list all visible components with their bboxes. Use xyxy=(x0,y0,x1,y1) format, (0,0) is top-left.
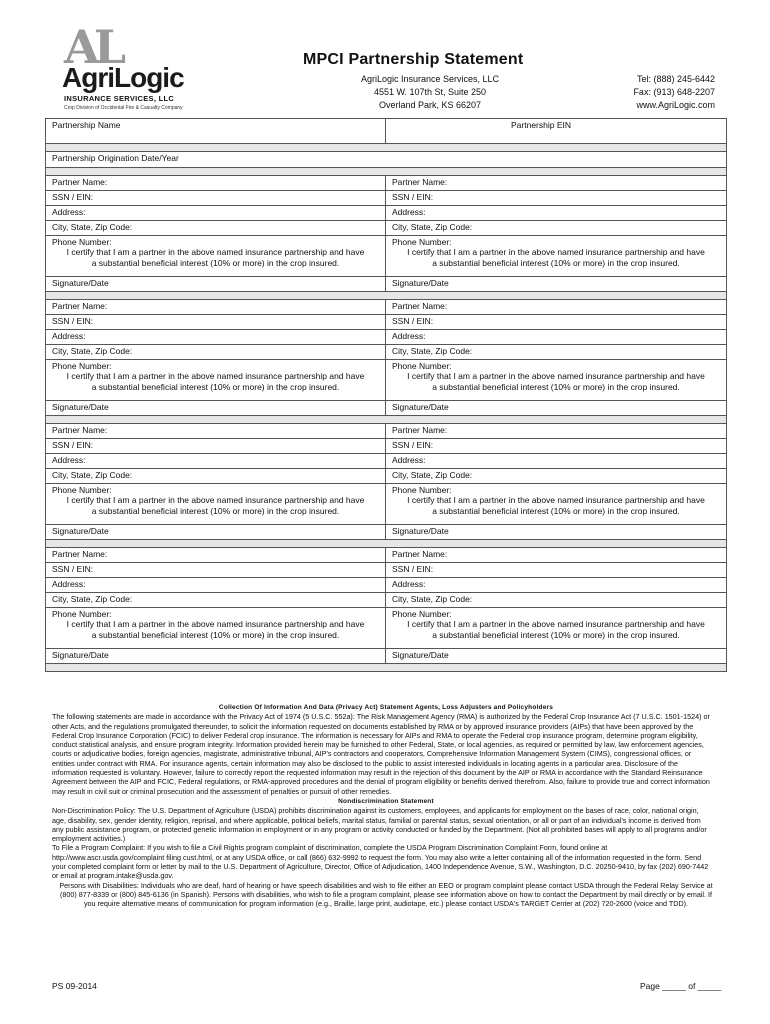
cert-line: a substantial beneficial interest (10% or more) in the crop insured. xyxy=(91,257,340,268)
partner-name-field[interactable] xyxy=(46,176,386,191)
company-contact xyxy=(585,73,715,112)
form-id: PS 09-2014 xyxy=(52,981,97,991)
cert-line: I certify that I am a partner in the above named insurance partnership and have xyxy=(66,495,365,505)
notice-line: conduct statistical analysis, and ensure program integrity. Information provided herein may be furnished to other Federal, State, or local agencies, as required or permitted by law, law enforcement agencies, xyxy=(52,740,704,750)
city-state-zip-field[interactable] xyxy=(386,593,727,608)
nondiscrimination-heading: Nondiscrimination Statement xyxy=(338,797,434,805)
notice-line: other Acts, and the regulations promulgated thereunder, to solicit the information requested on documents established by RMA or by approved insurance providers (AIPs) that have been approved by the xyxy=(52,721,694,731)
certification-text xyxy=(392,247,720,268)
notice-line: employment activities.) xyxy=(52,834,126,844)
row-separator xyxy=(46,664,727,672)
contact-website[interactable]: www.AgriLogic.com xyxy=(636,100,715,110)
phone-certification-field[interactable] xyxy=(386,236,727,277)
address-field-label: Address: xyxy=(52,455,86,465)
phone-label: Phone Number: xyxy=(52,361,112,371)
ssn-ein-field[interactable] xyxy=(46,439,386,454)
address-field[interactable] xyxy=(386,578,727,593)
city-state-zip-field[interactable] xyxy=(386,469,727,484)
address-field[interactable] xyxy=(386,330,727,345)
address-field[interactable] xyxy=(386,206,727,221)
phone-certification-field[interactable] xyxy=(46,608,386,649)
cert-line: a substantial beneficial interest (10% or more) in the crop insured. xyxy=(91,381,340,392)
ssn-ein-field[interactable] xyxy=(46,563,386,578)
logo-brand: AgriLogic xyxy=(62,62,184,93)
ssn-ein-field-label: SSN / EIN: xyxy=(392,564,434,574)
partner-name-field-label: Partner Name: xyxy=(52,549,108,559)
signature-date-field-label: Signature/Date xyxy=(392,526,449,536)
ssn-ein-field-label: SSN / EIN: xyxy=(392,192,434,202)
ssn-ein-field-label: SSN / EIN: xyxy=(52,564,94,574)
certification-text xyxy=(392,619,720,640)
notice-line: age, disability, sex, gender identity, religion, reprisal, and where applicable, political beliefs, marital status, familial or parental status, sexual orientation, or all or part of an individual's income is derived from xyxy=(52,815,701,825)
phone-label: Phone Number: xyxy=(52,485,112,495)
address-line: 4551 W. 107th St, Suite 250 xyxy=(373,87,487,97)
partner-name-field[interactable] xyxy=(386,424,727,439)
notice-line: or email at program.intake@usda.gov. xyxy=(52,871,174,881)
phone-certification-field[interactable] xyxy=(386,608,727,649)
page-number: Page _____ of _____ xyxy=(640,981,722,991)
signature-date-field[interactable] xyxy=(46,649,386,664)
privacy-heading: Collection Of Information And Data (Privacy Act) Statement Agents, Loss Adjusters and Policyholders xyxy=(218,704,554,711)
notice-line: Federal Crop Insurance Corporation (FCIC) to deliver Federal crop insurance. The information is necessary for AIPs and RMA to operate the Federal crop insurance program, determine program eligibility, xyxy=(52,730,698,740)
signature-date-field-label: Signature/Date xyxy=(52,278,109,288)
row-separator xyxy=(46,292,727,300)
ssn-ein-field[interactable] xyxy=(46,191,386,206)
signature-date-field[interactable] xyxy=(46,525,386,540)
row-separator xyxy=(46,144,727,152)
cert-line: a substantial beneficial interest (10% or more) in the crop insured. xyxy=(432,381,680,392)
address-field-label: Address: xyxy=(52,207,86,217)
cert-line: a substantial beneficial interest (10% or more) in the crop insured. xyxy=(91,505,340,516)
ssn-ein-field[interactable] xyxy=(386,315,727,330)
notice-line: information requested is voluntary. However, failure to correctly report the requested information may result in the rejection of this document by the AIP or RMA in accordance with the Standard Reinsurance xyxy=(52,768,703,778)
certification-text xyxy=(392,495,720,516)
cert-line: I certify that I am a partner in the above named insurance partnership and have xyxy=(66,371,365,381)
logo-tagline: Crop Division of Occidental Fire & Casualty Company xyxy=(64,105,183,111)
address-field-label: Address: xyxy=(52,331,86,341)
partner-name-field[interactable] xyxy=(386,176,727,191)
city-state-zip-field-label: City, State, Zip Code: xyxy=(52,594,133,604)
cert-line: a substantial beneficial interest (10% or more) in the crop insured. xyxy=(432,505,680,516)
address-field[interactable] xyxy=(46,578,386,593)
page-title: MPCI Partnership Statement xyxy=(303,51,524,68)
address-field-label: Address: xyxy=(392,455,426,465)
partner-name-field[interactable] xyxy=(46,300,386,315)
signature-date-field-label: Signature/Date xyxy=(392,278,449,288)
partnership-name-field[interactable] xyxy=(46,119,386,144)
signature-date-field[interactable] xyxy=(386,649,727,664)
partner-name-field-label: Partner Name: xyxy=(392,549,448,559)
certification-text xyxy=(52,371,379,392)
signature-date-field[interactable] xyxy=(46,401,386,416)
partner-name-field-label: Partner Name: xyxy=(52,177,108,187)
city-state-zip-field-label: City, State, Zip Code: xyxy=(392,222,473,232)
ssn-ein-field[interactable] xyxy=(386,563,727,578)
notice-line: courts or adjudicative bodies, foreign agencies, magistrate, administrative tribunal, AIP's contractors and cooperators, Comprehensive Information Management System (CIMS), congressional offices, or xyxy=(52,749,692,759)
city-state-zip-field-label: City, State, Zip Code: xyxy=(52,222,133,232)
notice-line: Persons with Disabilities: Individuals who are deaf, hard of hearing or have speech disabilities and wish to file either an EEO or program complaint please contact USDA through the Federal Relay Service at xyxy=(59,880,713,890)
phone-certification-field[interactable] xyxy=(386,360,727,401)
signature-date-field-label: Signature/Date xyxy=(52,650,109,660)
address-field-label: Address: xyxy=(52,579,86,589)
cert-line: I certify that I am a partner in the above named insurance partnership and have xyxy=(407,495,705,505)
address-field[interactable] xyxy=(46,454,386,469)
certification-text xyxy=(52,247,379,268)
phone-label: Phone Number: xyxy=(52,609,112,619)
partner-name-field-label: Partner Name: xyxy=(52,425,108,435)
notice-line: you require alternative means of communication for program information (e.g., Braille, large print, audiotape, etc.) please contact USDA's TARGET Center at (202) 720-2600 (voice and TDD). xyxy=(83,899,689,909)
phone-certification-field[interactable] xyxy=(46,484,386,525)
ssn-ein-field-label: SSN / EIN: xyxy=(52,440,94,450)
address-line: AgriLogic Insurance Services, LLC xyxy=(360,74,500,84)
address-field[interactable] xyxy=(46,206,386,221)
city-state-zip-field[interactable] xyxy=(46,221,386,236)
city-state-zip-field-label: City, State, Zip Code: xyxy=(52,470,133,480)
cert-line: a substantial beneficial interest (10% or more) in the crop insured. xyxy=(91,629,340,640)
city-state-zip-field-label: City, State, Zip Code: xyxy=(52,346,133,356)
row-separator xyxy=(46,416,727,424)
row-separator xyxy=(46,540,727,548)
legal-notice xyxy=(52,703,720,909)
notice-line: To File a Program Complaint: If you wish to file a Civil Rights program complaint of discrimination, complete the USDA Program Discrimination Complaint Form, found online at xyxy=(52,843,608,853)
city-state-zip-field[interactable] xyxy=(46,593,386,608)
notice-line: may result in civil suit or criminal prosecution and the assessment of penalties or pursuit of other remedies. xyxy=(52,786,392,796)
partner-name-field-label: Partner Name: xyxy=(392,301,448,311)
cert-line: I certify that I am a partner in the above named insurance partnership and have xyxy=(407,371,705,381)
privacy-statement xyxy=(52,712,720,796)
notice-line: Non-Discrimination Policy: The U.S. Department of Agriculture (USDA) prohibits discrimination against its customers, employees, and applicants for employment on the bases of race, color, national origin, xyxy=(52,806,699,816)
phone-label: Phone Number: xyxy=(392,361,452,371)
notice-line: The following statements are made in accordance with the Privacy Act of 1974 (5 U.S.C. 552a): The Risk Management Agency (RMA) is authorized by the Federal Crop Insurance Act (7 U.S.C. 1501-1524) or xyxy=(52,712,710,722)
notice-line: Agreement between the AIP and FCIC, Federal regulations, or RMA-approved procedures and the denial of program eligibility or benefits derived therefrom. Also, failure to provide true and correct information xyxy=(52,777,710,787)
cert-line: I certify that I am a partner in the above named insurance partnership and have xyxy=(407,247,705,257)
city-state-zip-field-label: City, State, Zip Code: xyxy=(392,470,473,480)
logo-mark: AL xyxy=(64,20,121,74)
cert-line: a substantial beneficial interest (10% or more) in the crop insured. xyxy=(432,257,680,268)
ssn-ein-field[interactable] xyxy=(386,439,727,454)
logo-subtitle: INSURANCE SERVICES, LLC xyxy=(64,94,175,103)
city-state-zip-field[interactable] xyxy=(46,469,386,484)
notice-line: http://www.ascr.usda.gov/complaint filing cust.html, or at any USDA office, or call (866) 632-9992 to request the form. You may also write a letter containing all of the information requested in the form. Send xyxy=(52,852,702,862)
city-state-zip-field-label: City, State, Zip Code: xyxy=(392,346,473,356)
signature-date-field[interactable] xyxy=(46,277,386,292)
city-state-zip-field[interactable] xyxy=(386,221,727,236)
signature-date-field-label: Signature/Date xyxy=(392,650,449,660)
city-state-zip-field-label: City, State, Zip Code: xyxy=(392,594,473,604)
cert-line: a substantial beneficial interest (10% or more) in the crop insured. xyxy=(432,629,680,640)
origination-date-field[interactable] xyxy=(46,152,727,168)
phone-label: Phone Number: xyxy=(392,609,452,619)
notice-line: your completed complaint form or letter by mail to the U.S. Department of Agriculture, Director, Office of Adjudication, 1400 Independence Avenue, S.W., Washington, D.C. 20250-9410, by fax (202) 690-7442 xyxy=(52,862,709,872)
notice-line: entities under contract with RMA. For insurance agents, certain information may also be disclosed to the public to assist interested individuals in locating agents in a particular area. Disclosure of the xyxy=(52,758,679,768)
agrilogic-logo xyxy=(58,20,184,114)
city-state-zip-field[interactable] xyxy=(46,345,386,360)
address-line: Overland Park, KS 66207 xyxy=(378,100,482,110)
phone-label: Phone Number: xyxy=(392,485,452,495)
notice-line: (800) 877-8339 or (800) 845-6136 (in Spanish). Persons with disabilities, who wish to file a program complaint, please see information above on how to contact the Department by mail directly or by email. If xyxy=(60,889,712,899)
certification-text xyxy=(52,619,379,640)
partnership-ein-field[interactable] xyxy=(386,119,727,144)
signature-date-field-label: Signature/Date xyxy=(52,402,109,412)
partnership-form xyxy=(45,118,727,672)
ssn-ein-field-label: SSN / EIN: xyxy=(52,316,94,326)
ssn-ein-field[interactable] xyxy=(386,191,727,206)
partner-name-field[interactable] xyxy=(386,300,727,315)
notice-line: any public assistance program, or protected genetic information in employment or in any program or activity conducted or funded by the Department. (Not all prohibited bases will apply to all programs and/or xyxy=(52,824,707,834)
company-address xyxy=(340,73,520,112)
row-separator xyxy=(46,168,727,176)
address-field[interactable] xyxy=(46,330,386,345)
ssn-ein-field-label: SSN / EIN: xyxy=(52,192,94,202)
nondiscrimination-statement xyxy=(52,806,720,880)
partner-name-field-label: Partner Name: xyxy=(52,301,108,311)
certification-text xyxy=(392,371,720,392)
signature-date-field-label: Signature/Date xyxy=(392,402,449,412)
phone-certification-field[interactable] xyxy=(46,360,386,401)
partner-name-field-label: Partner Name: xyxy=(392,425,448,435)
cert-line: I certify that I am a partner in the above named insurance partnership and have xyxy=(66,247,365,257)
certification-text xyxy=(52,495,379,516)
disabilities-statement xyxy=(52,881,720,909)
partner-name-field[interactable] xyxy=(46,548,386,563)
partner-name-field-label: Partner Name: xyxy=(392,177,448,187)
address-field[interactable] xyxy=(386,454,727,469)
partner-name-field[interactable] xyxy=(386,548,727,563)
signature-date-field[interactable] xyxy=(386,277,727,292)
phone-certification-field[interactable] xyxy=(386,484,727,525)
phone-certification-field[interactable] xyxy=(46,236,386,277)
partnership-ein-label: Partnership EIN xyxy=(511,120,571,130)
address-field-label: Address: xyxy=(392,331,426,341)
contact-fax: Fax: (913) 648-2207 xyxy=(633,87,715,97)
phone-label: Phone Number: xyxy=(52,237,112,247)
partner-name-field[interactable] xyxy=(46,424,386,439)
ssn-ein-field-label: SSN / EIN: xyxy=(392,316,434,326)
phone-label: Phone Number: xyxy=(392,237,452,247)
contact-phone: Tel: (888) 245-6442 xyxy=(636,74,715,84)
signature-date-field-label: Signature/Date xyxy=(52,526,109,536)
partnership-name-label: Partnership Name xyxy=(52,120,121,130)
ssn-ein-field[interactable] xyxy=(46,315,386,330)
ssn-ein-field-label: SSN / EIN: xyxy=(392,440,434,450)
signature-date-field[interactable] xyxy=(386,401,727,416)
address-field-label: Address: xyxy=(392,207,426,217)
origination-date-label: Partnership Origination Date/Year xyxy=(52,153,179,163)
cert-line: I certify that I am a partner in the above named insurance partnership and have xyxy=(407,619,705,629)
address-field-label: Address: xyxy=(392,579,426,589)
city-state-zip-field[interactable] xyxy=(386,345,727,360)
cert-line: I certify that I am a partner in the above named insurance partnership and have xyxy=(66,619,365,629)
signature-date-field[interactable] xyxy=(386,525,727,540)
